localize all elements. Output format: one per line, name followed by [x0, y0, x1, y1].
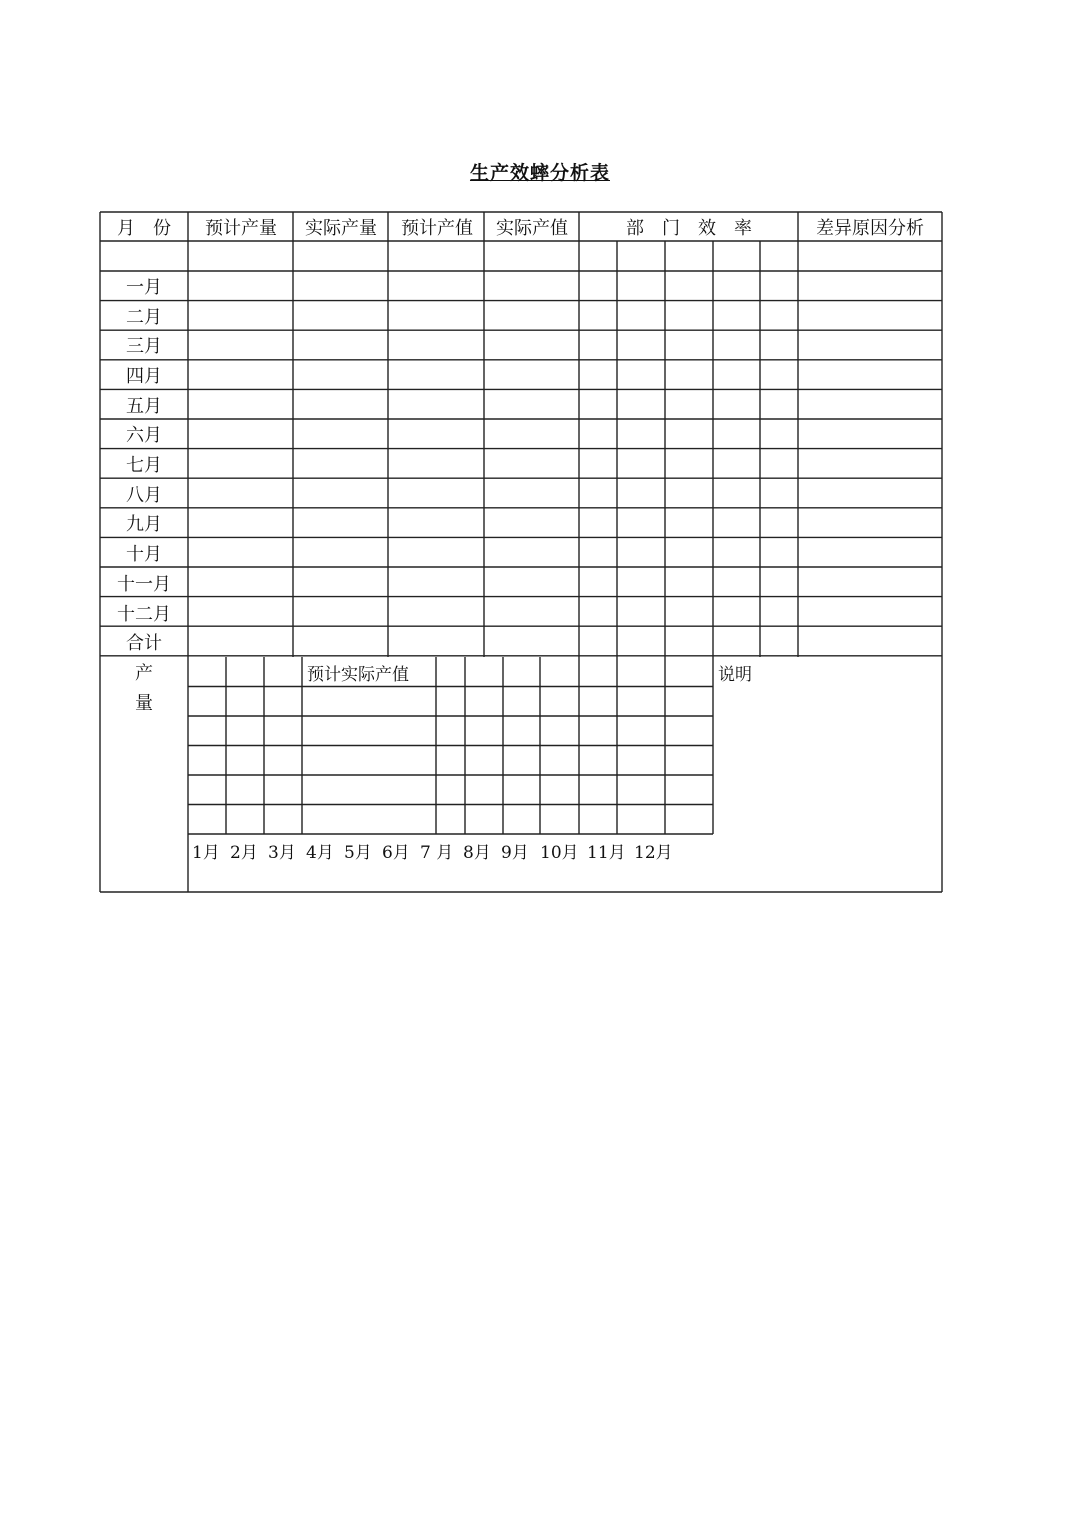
x-axis-label: 3月: [268, 843, 296, 863]
x-axis-label: 8月: [463, 843, 491, 863]
header-actual-output: 实际产量: [305, 218, 377, 239]
month-label: 十二月: [117, 604, 171, 625]
month-label: 三月: [126, 336, 162, 357]
x-axis-label: 6月: [382, 843, 410, 863]
x-axis-label: 5月: [344, 843, 372, 863]
page-title: 生产效蟀分析表: [469, 162, 610, 184]
month-label: 二月: [126, 307, 162, 328]
header-actual-value: 实际产值: [496, 218, 568, 239]
x-axis-label: 2月: [230, 843, 258, 863]
month-label: 四月: [126, 366, 162, 387]
header-planned-output: 预计产量: [205, 218, 277, 239]
x-axis-label: 4月: [306, 843, 334, 863]
x-axis-label: 12月: [634, 843, 673, 863]
header-planned-value: 预计产值: [401, 218, 473, 239]
chart-side-label-top: 产: [135, 663, 153, 684]
month-label: 五月: [126, 396, 162, 417]
x-axis-label: 9月: [501, 843, 529, 863]
month-label: 一月: [126, 277, 162, 298]
table-text: [117, 218, 924, 863]
note-label: 说明: [718, 665, 752, 685]
header-dept-efficiency: 部 门 效 率: [626, 218, 752, 239]
header-month: 月 份: [117, 218, 171, 239]
chart-side-label-bottom: 量: [135, 693, 153, 714]
x-axis-label: 7 月: [420, 843, 454, 863]
table-grid: [100, 212, 942, 892]
x-axis-label: 11月: [587, 843, 626, 863]
chart-legend: 预计实际产值: [307, 665, 409, 685]
total-label: 合计: [126, 633, 162, 654]
month-label: 六月: [126, 425, 162, 446]
month-label: 十月: [126, 544, 162, 565]
month-label: 八月: [126, 485, 162, 506]
month-label: 九月: [126, 514, 162, 535]
header-variance-analysis: 差异原因分析: [816, 218, 924, 239]
x-axis-label: 10月: [540, 843, 579, 863]
x-axis-label: 1月: [192, 843, 220, 863]
month-label: 七月: [126, 455, 162, 476]
month-label: 十一月: [117, 574, 171, 595]
